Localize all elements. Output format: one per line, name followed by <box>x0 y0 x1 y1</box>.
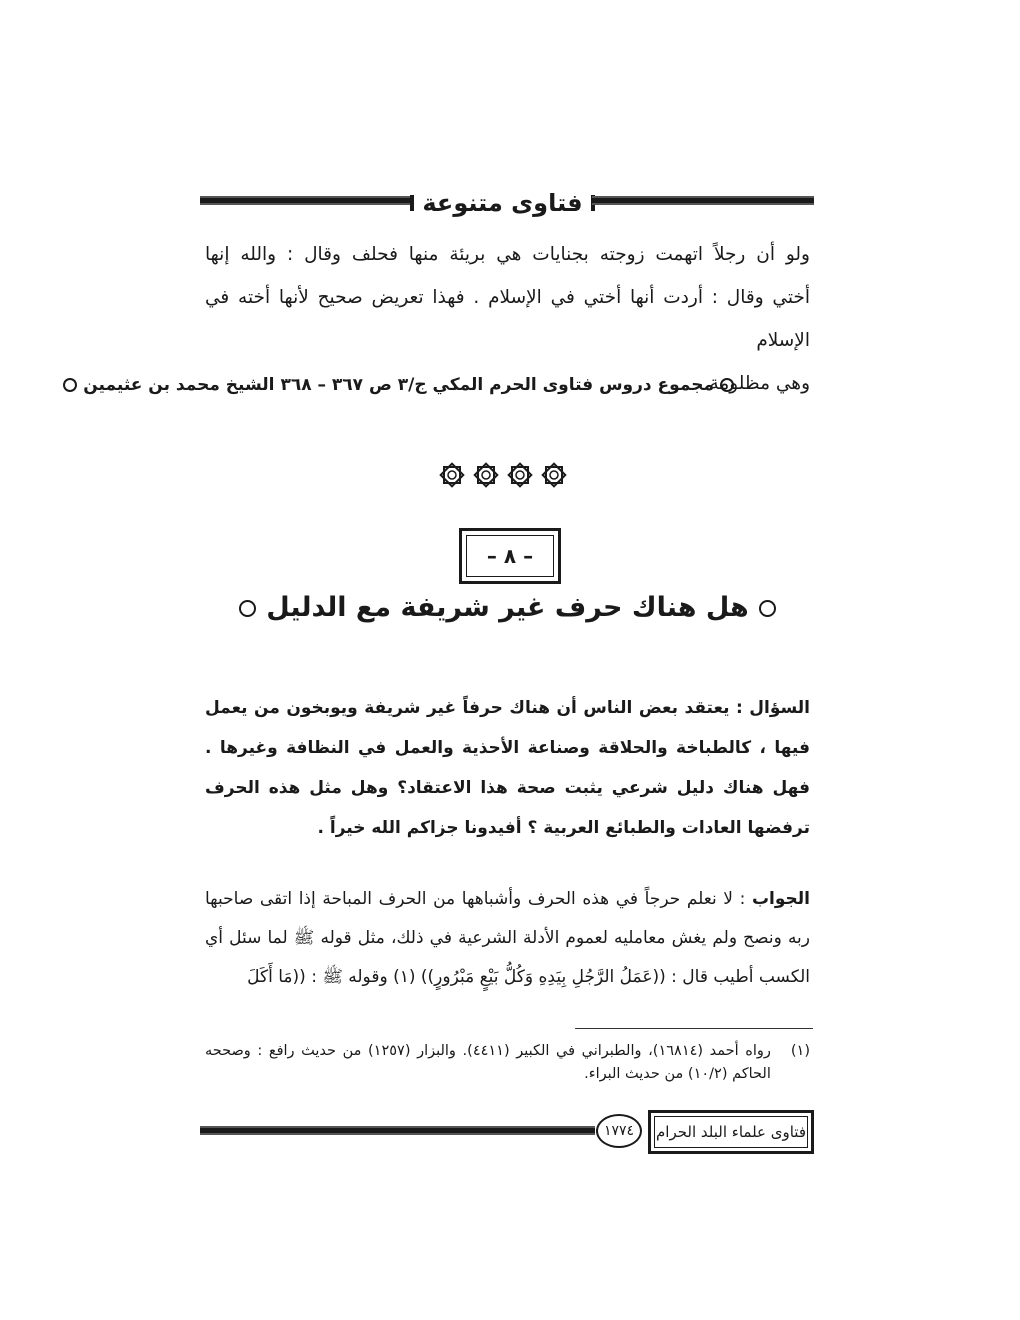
intro-line: ولو أن رجلاً اتهمت زوجته بجنايات هي بريئة منها فحلف وقال : والله إنها <box>205 244 810 265</box>
star-ornament-icon <box>472 461 500 489</box>
footnote-separator <box>575 1028 813 1029</box>
circle-bullet-icon <box>239 600 256 617</box>
intro-line: وهي مظلومة. <box>703 373 810 394</box>
footnote <box>205 1040 810 1086</box>
header-title-group <box>415 183 590 223</box>
circle-bullet-icon <box>720 378 734 392</box>
footer-rule <box>200 1126 595 1135</box>
star-ornament-icon <box>540 461 568 489</box>
source-citation <box>83 375 740 395</box>
square-bullet-icon <box>410 195 414 211</box>
section-title-text: هل هناك حرف غير شريفة مع الدليل <box>266 592 749 623</box>
circle-bullet-icon <box>759 600 776 617</box>
header-rule-right <box>592 196 814 205</box>
book-title: فتاوى علماء البلد الحرام <box>654 1116 808 1148</box>
question-label: السؤال <box>749 698 810 718</box>
footnote-text: رواه أحمد (١٦٨١٤)، والطبراني في الكبير (٤٤١١). والبزار (١٢٥٧) من حديث رافع : وصححه الحاكم (١٠/٢) من حديث البراء. <box>205 1043 771 1082</box>
question-text: : يعتقد بعض الناس أن هناك حرفاً غير شريفة ويوبخون من يعمل فيها ، كالطباخة والحلاقة وصناعة الأحذية والعمل في النظافة وغيرها . فهل هناك دليل شرعي يثبت صحة هذا الاعتقاد؟ وهل مثل هذه الحرف ترفضها العادات والطبائع العربية ؟ أفيدونا جزاكم الله خيراً . <box>205 698 810 838</box>
star-ornament-icon <box>506 461 534 489</box>
answer-label: الجواب <box>751 889 810 909</box>
section-title <box>205 592 810 632</box>
star-ornament-icon <box>438 461 466 489</box>
question-paragraph <box>205 688 810 848</box>
circle-bullet-icon <box>63 378 77 392</box>
page-footer <box>200 1110 814 1156</box>
answer-text: : لا نعلم حرجاً في هذه الحرف وأشباهها من الحرف المباحة إذا اتقى صاحبها ربه ونصح ولم يغش معامليه لعموم الأدلة الشرعية في ذلك، مثل قوله ﷺ لما سئل أي الكسب أطيب قال : ((عَمَلُ الرَّجُلِ بِيَدِهِ وَكُلُّ بَيْعٍ مَبْرُورٍ)) (١) وقوله ﷺ : ((مَا أَكَلَ <box>205 889 810 987</box>
page-number: ١٧٧٤ <box>596 1114 642 1148</box>
answer-paragraph <box>205 880 810 997</box>
header-rule-left <box>200 196 410 205</box>
footnote-number: (١) <box>790 1043 810 1059</box>
section-number: – ٨ – <box>466 535 554 577</box>
page-header <box>200 183 814 223</box>
section-number-box <box>459 528 561 584</box>
section-divider-ornaments <box>438 458 568 492</box>
intro-line: أختي وقال : أردت أنها أختي في الإسلام . فهذا تعريض صحيح لأنها أخته في الإسلام <box>205 287 810 351</box>
source-text: مجموع دروس فتاوى الحرم المكي ج/٣ ص ٣٦٧ – ٣٦٨ الشيخ محمد بن عثيمين <box>83 375 714 395</box>
book-title-box <box>648 1110 814 1154</box>
header-title: فتاوى متنوعة <box>422 189 583 217</box>
